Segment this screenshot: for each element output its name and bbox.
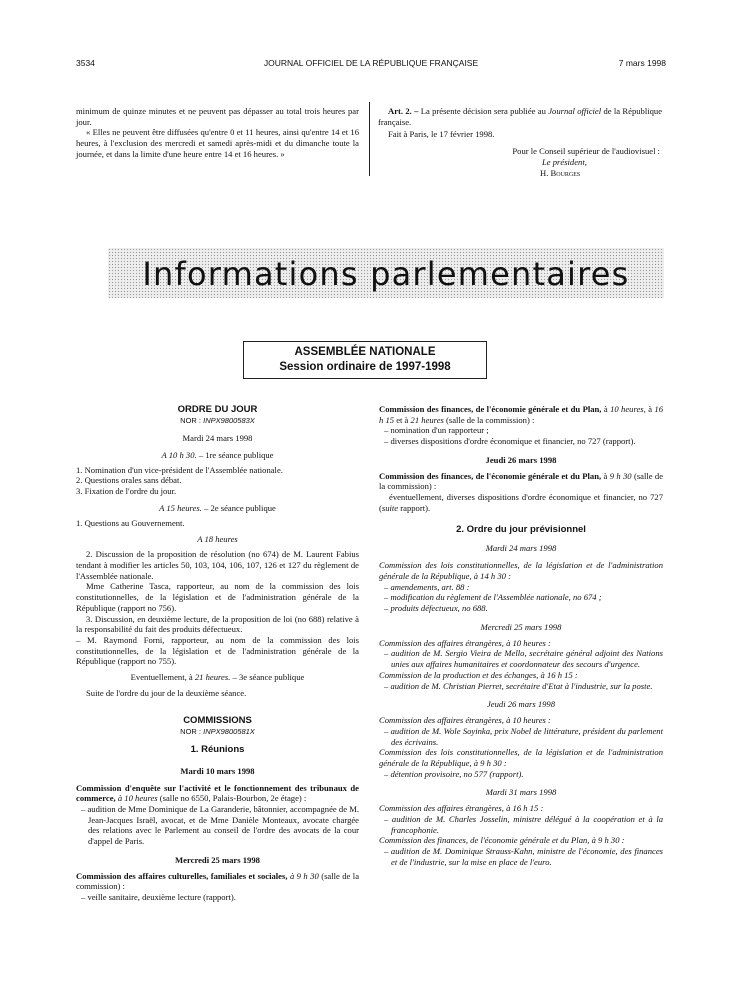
commission-entry xyxy=(379,404,663,425)
commission-item xyxy=(379,492,663,513)
nor-label: NOR : xyxy=(180,726,202,736)
left-column xyxy=(76,404,359,903)
session-heading xyxy=(76,450,359,461)
commission-item: – veille sanitaire, deuxième lecture (rapport). xyxy=(81,892,236,903)
fait-a-paris: Fait à Paris, le 17 février 1998. xyxy=(388,129,495,140)
article-label: Art. 2. – xyxy=(388,106,419,116)
session-time: A 10 h 30. xyxy=(161,449,197,460)
agenda-item: 2. Discussion de la proposition de résolution (no 674) de M. Laurent Fabius tendant à modifier les articles 50, 103, 104, 106, 107, 126 et 127 du règlement de l'Assemblée nationale. xyxy=(76,549,359,581)
session-label: – 2e séance publique xyxy=(204,502,276,513)
date-heading: Mardi 24 mars 1998 xyxy=(182,433,253,444)
meeting-time: 10 heures, xyxy=(610,404,646,414)
pour-le-conseil: Pour le Conseil supérieur de l'audiovisuel : xyxy=(512,146,660,157)
list-item: – diverses dispositions d'ordre économique et financier, no 727 (rapport). xyxy=(384,436,636,447)
president-title: Le président, xyxy=(542,156,587,167)
item-text: éventuellement, diverses dispositions d'ordre économique et financier, no 727 ( xyxy=(379,492,663,513)
meeting-time: 16 h 15 xyxy=(379,404,663,425)
assembly-box xyxy=(243,341,487,379)
meeting-time: à 10 heures xyxy=(117,793,158,804)
connector: à xyxy=(603,470,608,481)
session-label: Eventuellement, à xyxy=(130,672,193,683)
commission-entry: Commission des affaires étrangères, à 10 heures : xyxy=(379,715,551,726)
right-column xyxy=(379,404,663,868)
agenda-item: Mme Catherine Tasca, rapporteur, au nom de la commission des lois constitutionnelles, de la législation et de l'administration générale de la République (rapport no 756). xyxy=(76,581,359,613)
commission-name: Commission des affaires culturelles, familiales et sociales, xyxy=(76,870,288,881)
list-item: 1. Nomination d'un vice-président de l'Assemblée nationale. xyxy=(76,464,283,475)
commission-entry xyxy=(76,783,359,804)
list-item: – produits défectueux, no 688. xyxy=(384,603,488,614)
commission-entry: Commission des lois constitutionnelles, de la législation et de l'administration générale de la République, à 14 h 30 : xyxy=(379,560,663,581)
suite-text: Suite de l'ordre du jour de la deuxième séance. xyxy=(86,687,247,698)
commission-item: – audition de M. Sergio Vieira de Mello, secrétaire général adjoint des Nations unies aux affaires humanitaires et coordonnateur des secours d'urgence. xyxy=(384,648,663,670)
session-heading xyxy=(76,503,359,514)
commission-entry: Commission des lois constitutionnelles, de la législation et de l'administration générale de la République, à 9 h 30 : xyxy=(379,747,663,768)
date-heading: Mardi 24 mars 1998 xyxy=(485,543,557,554)
connector: et à xyxy=(396,414,409,425)
commission-item: – audition de M. Dominique Strauss-Kahn, ministre de l'économie, des finances et de l'industrie, sur la mise en place de l'euro. xyxy=(384,846,663,867)
item-text: suite xyxy=(381,502,399,513)
session-heading xyxy=(76,672,359,683)
session-2-items xyxy=(76,518,359,529)
meeting-time: à 9 h 30 xyxy=(289,870,319,881)
commissions-title: COMMISSIONS xyxy=(183,714,252,726)
page-header xyxy=(76,58,666,72)
connector: à xyxy=(648,404,653,414)
agenda-item: – M. Raymond Forni, rapporteur, au nom de la commission des lois constitutionnelles, de la législation et de l'administration générale de la République (rapport no 755). xyxy=(76,635,359,667)
session-time: 21 heures. xyxy=(194,672,231,683)
list-item: 3. Fixation de l'ordre du jour. xyxy=(76,486,177,497)
session-label: – 1re séance publique xyxy=(198,449,274,460)
commission-item: – détention provisoire, no 577 (rapport). xyxy=(384,768,524,779)
reunions-title: 1. Réunions xyxy=(190,743,245,755)
nor-reference xyxy=(76,727,359,736)
commission-entry xyxy=(76,871,359,892)
meeting-place: (salle de la commission) : xyxy=(76,870,360,892)
list-item: – modification du règlement de l'Assemblée nationale, no 674 ; xyxy=(384,592,602,603)
date-heading: Mardi 31 mars 1998 xyxy=(485,787,557,798)
session-heading: A 18 heures xyxy=(197,534,238,545)
item-text: rapport). xyxy=(400,502,431,513)
session-name: Session ordinaire de 1997-1998 xyxy=(279,361,451,373)
session-label: – 3e séance publique xyxy=(232,672,305,683)
connector: à xyxy=(603,404,608,414)
commission-entry: Commission de la production et des échanges, à 16 h 15 : xyxy=(379,669,578,680)
journal-title: JOURNAL OFFICIEL DE LA RÉPUBLIQUE FRANÇAISE xyxy=(263,58,479,68)
commission-item: – audition de Mme Dominique de La Garanderie, bâtonnier, accompagnée de M. Jean-Jacques Israël, avocat, et de Mme Danièle Monteaux, avocate chargée des relations avec le Parlement au conseil de l'ordre des avocats de la cour d'appel de Paris. xyxy=(81,804,359,847)
commission-name: Commission des finances, de l'économie générale et du Plan, xyxy=(379,404,602,414)
journal-name: Journal officiel xyxy=(548,106,602,116)
date-heading: Jeudi 26 mars 1998 xyxy=(486,699,556,710)
list-item: – amendements, art. 88 : xyxy=(384,581,470,592)
meeting-place: (salle no 6550, Palais-Bourbon, 2e étage) : xyxy=(159,793,307,804)
meeting-place: (salle de la commission) : xyxy=(446,414,535,425)
page-number: 3534 xyxy=(76,58,95,68)
meeting-time: 9 h 30 xyxy=(609,470,632,481)
meeting-time: 21 heures xyxy=(410,414,444,425)
assembly-name: ASSEMBLÉE NATIONALE xyxy=(294,346,436,358)
top-right-column xyxy=(378,106,662,178)
top-left-column xyxy=(76,106,359,160)
previsionnel-title: 2. Ordre du jour prévisionnel xyxy=(456,523,586,535)
list-item: 2. Questions orales sans débat. xyxy=(76,475,182,486)
commission-items xyxy=(379,425,663,446)
list-item: 1. Questions au Gouvernement. xyxy=(76,517,185,528)
list-item: – nomination d'un rapporteur ; xyxy=(384,425,489,436)
nor-code: INPX9800583X xyxy=(203,415,255,425)
date-heading: Mardi 10 mars 1998 xyxy=(180,765,255,776)
commission-name: Commission des finances, de l'économie générale et du Plan, xyxy=(379,470,602,481)
commission-item: – audition de M. Wole Soyinka, prix Nobel de littérature, président du parlement des écrivains. xyxy=(384,725,663,747)
paragraph: « Elles ne peuvent être diffusées qu'entre 0 et 11 heures, ainsi qu'entre 14 et 16 heures, à l'exclusion des mercredi et samedi après-midi et du dimanche toute la journée, et dans la limite d'une heure entre 14 et 16 heures. » xyxy=(76,127,359,159)
commission-item: – audition de M. Charles Josselin, ministre délégué à la coopération et à la francophonie. xyxy=(384,813,663,835)
nor-reference xyxy=(76,416,359,425)
session-1-items xyxy=(76,465,359,497)
article-text: La présente décision sera publiée au xyxy=(420,106,546,116)
commission-items xyxy=(379,582,663,614)
commission-entry: Commission des affaires étrangères, à 16 h 15 : xyxy=(379,803,544,814)
agenda-item: 3. Discussion, en deuxième lecture, de la proposition de loi (no 688) relative à la responsabilité du fait des produits défectueux. xyxy=(76,613,359,635)
commission-name: Commission d'enquête sur l'activité et le fonctionnement des tribunaux de commerce, xyxy=(76,782,359,804)
commission-entry xyxy=(379,471,663,492)
issue-date: 7 mars 1998 xyxy=(618,58,666,68)
ordre-du-jour-title: ORDRE DU JOUR xyxy=(177,404,258,415)
meeting-place: (salle de la commission) : xyxy=(379,470,664,492)
article-2 xyxy=(378,106,662,127)
column-divider xyxy=(369,102,370,176)
nor-label: NOR : xyxy=(180,415,202,425)
signature: H. Bourges xyxy=(540,167,581,178)
article-text: de la République française. xyxy=(378,106,663,127)
section-banner xyxy=(108,248,664,298)
date-heading: Mercredi 25 mars 1998 xyxy=(480,621,562,632)
paragraph: minimum de quinze minutes et ne peuvent pas dépasser au total trois heures par jour. xyxy=(76,106,359,127)
banner-title: Informations parlementaires xyxy=(142,255,630,293)
commission-entry: Commission des affaires étrangères, à 10 heures : xyxy=(379,637,551,648)
session-time: A 15 heures. xyxy=(159,502,202,513)
date-heading: Jeudi 26 mars 1998 xyxy=(485,454,557,465)
nor-code: INPX9800581X xyxy=(203,726,255,736)
date-heading: Mercredi 25 mars 1998 xyxy=(175,854,260,865)
commission-entry: Commission des finances, de l'économie générale et du Plan, à 9 h 30 : xyxy=(379,835,625,846)
commission-item: – audition de M. Christian Pierret, secrétaire d'Etat à l'industrie, sur la poste. xyxy=(384,680,653,691)
